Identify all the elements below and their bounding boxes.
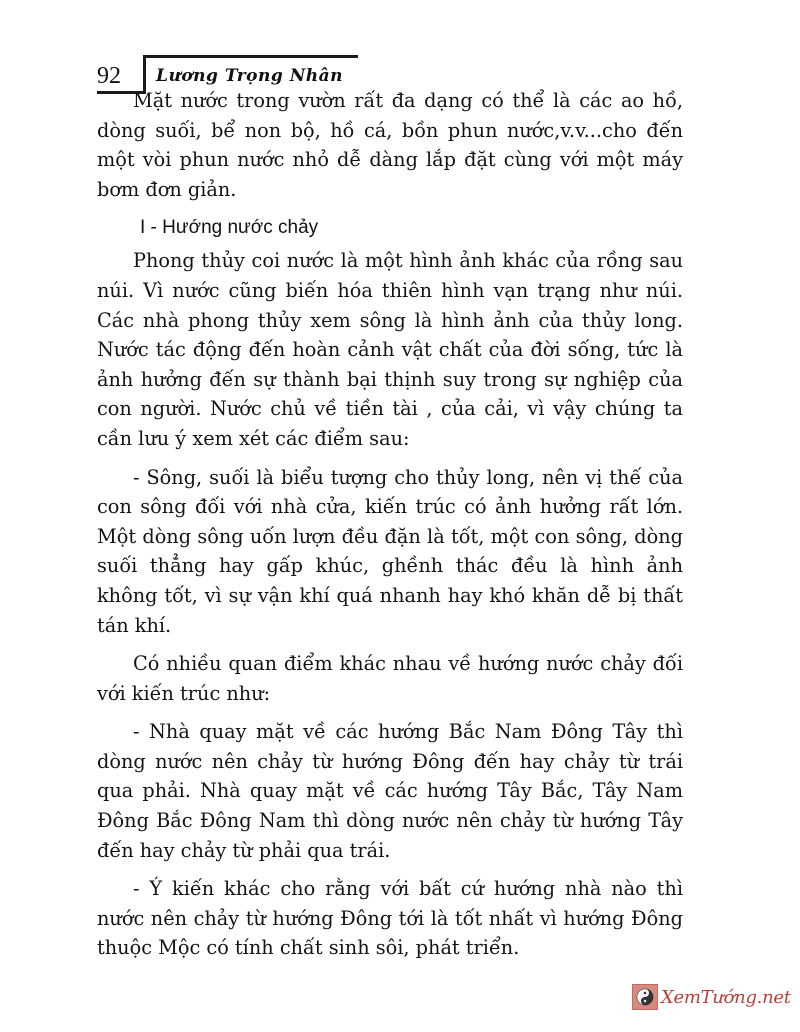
paragraph-feng-shui: Phong thủy coi nước là một hình ảnh khác của rồng sau núi. Vì nước cũng biến hóa thiên hình vạn trạng như núi. Các nhà phong thủy xem sông là hình ảnh của thủy long. Nước tác động đến hoàn cảnh vật chất của đời sống, tức là ảnh hưởng đến sự thành bại thịnh suy trong sự nghiệp của con người. Nước chủ về tiền tài , của cải, vì vậy chúng ta cần lưu ý xem xét các điểm sau:	[97, 249, 683, 450]
watermark-logo	[632, 983, 791, 1011]
page-number: 92	[97, 63, 121, 89]
bullet-rivers: - Sông, suối là biểu tượng cho thủy long, nên vị thế của con sông đối với nhà cửa, kiến trúc có ảnh hưởng rất lớn. Một dòng sông uốn lượn đều đặn là tốt, một con sông, dòng suối thẳng hay gấp khúc, ghềnh thác đều là hình ảnh không tốt, vì sự vận khí quá nhanh hay khó khăn dễ bị thất tán khí.	[97, 465, 683, 637]
section-heading: I - Hướng nước chảy	[140, 217, 319, 239]
header-rule-top	[143, 55, 358, 58]
running-title: Lương Trọng Nhân	[156, 66, 343, 86]
page-body	[97, 86, 683, 972]
bullet-house-directions: - Nhà quay mặt về các hướng Bắc Nam Đông Tây thì dòng nước nên chảy từ hướng Đông đến hay chảy từ trái qua phải. Nhà quay mặt về các hướng Tây Bắc, Tây Nam Đông Bắc Đông Nam thì dòng nước nên chảy từ hướng Tây đến hay chảy từ phải qua trái.	[97, 720, 683, 862]
watermark-text: XemTướng.net	[661, 986, 791, 1008]
bullet-east-flow: - Ý kiến khác cho rằng với bất cứ hướng nhà nào thì nước nên chảy từ hướng Đông tới là tốt nhất vì hướng Đông thuộc Mộc có tính chất sinh sôi, phát triển.	[97, 877, 683, 960]
yin-yang-icon	[632, 984, 658, 1010]
paragraph-viewpoints: Có nhiều quan điểm khác nhau về hướng nước chảy đối với kiến trúc như:	[97, 652, 683, 705]
paragraph-intro: Mặt nước trong vườn rất đa dạng có thể là các ao hồ, dòng suối, bể non bộ, hồ cá, bồn phun nước,v.v...cho đến một vòi phun nước nhỏ dễ dàng lắp đặt cùng với một máy bơm đơn giản.	[97, 89, 683, 201]
